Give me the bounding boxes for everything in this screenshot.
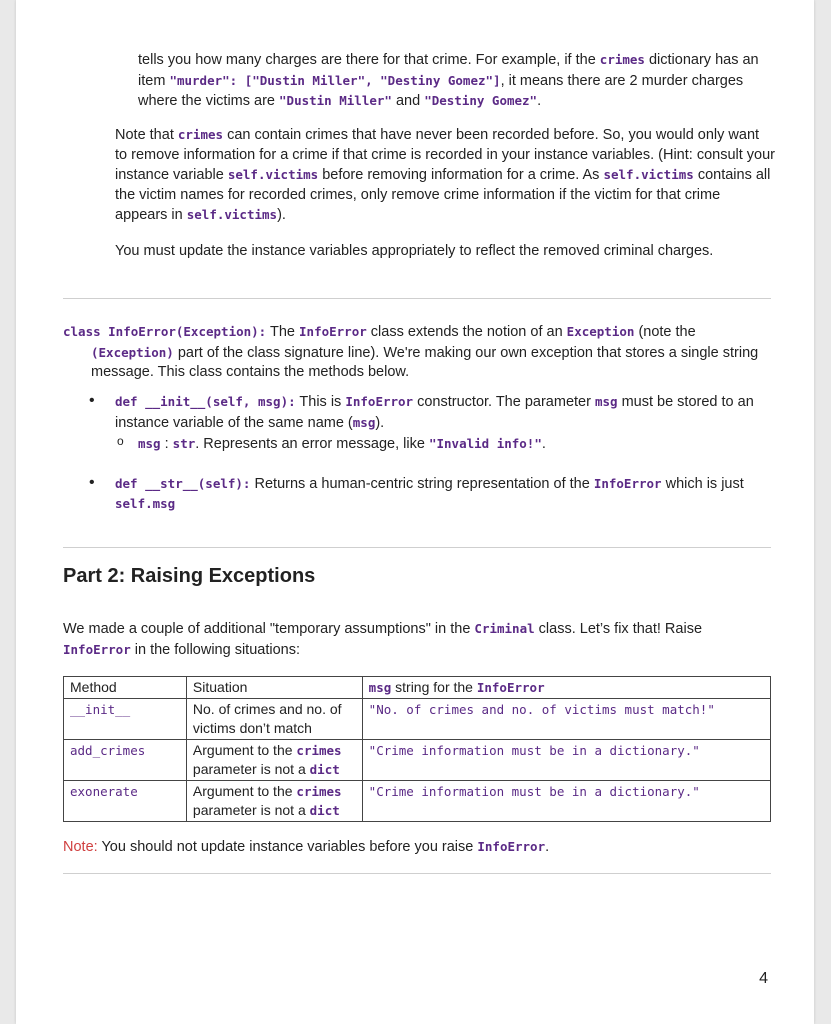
situation-cell: Argument to the crimes parameter is not a dict [186, 781, 362, 822]
page-number: 4 [759, 970, 768, 987]
method-cell: __init__ [64, 699, 187, 740]
method-cell: exonerate [64, 781, 187, 822]
final-note: Note: You should not update instance variables before you raise InfoError. [63, 839, 550, 855]
section-heading: Part 2: Raising Exceptions [63, 565, 316, 587]
list-item: o msg : str. Represents an error message, like "Invalid info!". [63, 434, 771, 455]
exceptions-table-wrap [63, 676, 771, 822]
column-header-msg: msg string for the InfoError [362, 677, 770, 699]
column-header-method: Method [64, 677, 187, 699]
intro-paragraph: tells you how many charges are there for that crime. For example, if the crimes dictionary has an item "murder": ["Dustin Miller", "Destiny Gomez"], it means there are 2 murder charges where the victims are "Dustin Miller" and "Destiny Gomez". [138, 52, 759, 110]
method-cell: add_crimes [64, 740, 187, 781]
part2-intro: We made a couple of additional "temporary assumptions" in the Criminal class. Let’s fix that! Raise InfoError in the following situations: [63, 621, 703, 658]
section-divider [63, 547, 771, 548]
table-row [64, 699, 771, 740]
table-header-row [64, 677, 771, 699]
document-page [16, 0, 814, 1024]
situation-cell: Argument to the crimes parameter is not a dict [186, 740, 362, 781]
msg-cell: "No. of crimes and no. of victims must match!" [362, 699, 770, 740]
msg-cell: "Crime information must be in a dictionary." [362, 781, 770, 822]
situation-cell: No. of crimes and no. of victims don’t match [186, 699, 362, 740]
list-item: • def __str__(self): Returns a human-centric string representation of the InfoError which is just self.msg [63, 474, 771, 515]
table-row [64, 740, 771, 781]
note-paragraph: Note that crimes can contain crimes that have never been recorded before. So, you would only want to remove information for a crime if that crime is recorded in your instance variables. (Hint: consult your instance variable self.victims before removing information for a crime. As self.victims contains all the victim names for recorded crimes, only remove crime information if the victim for that crime appears in self.victims). [115, 127, 776, 224]
exceptions-table [63, 676, 771, 822]
note-label: Note: [63, 839, 98, 855]
section-divider [63, 298, 771, 299]
section-divider [63, 873, 771, 874]
infoerror-description: class InfoError(Exception): The InfoError class extends the notion of an Exception (note the (Exception) part of the class signature line). We're making our own exception that stores a single string message. This class contains the methods below. [63, 324, 759, 381]
part2-heading-wrap [63, 565, 315, 588]
table-row [64, 781, 771, 822]
list-item: • def __init__(self, msg): This is InfoError constructor. The parameter msg must be stored to an instance variable of the same name (msg). [63, 392, 771, 433]
column-header-situation: Situation [186, 677, 362, 699]
update-paragraph: You must update the instance variables appropriately to reflect the removed criminal charges. [115, 243, 714, 259]
method-list [63, 392, 771, 515]
msg-cell: "Crime information must be in a dictionary." [362, 740, 770, 781]
